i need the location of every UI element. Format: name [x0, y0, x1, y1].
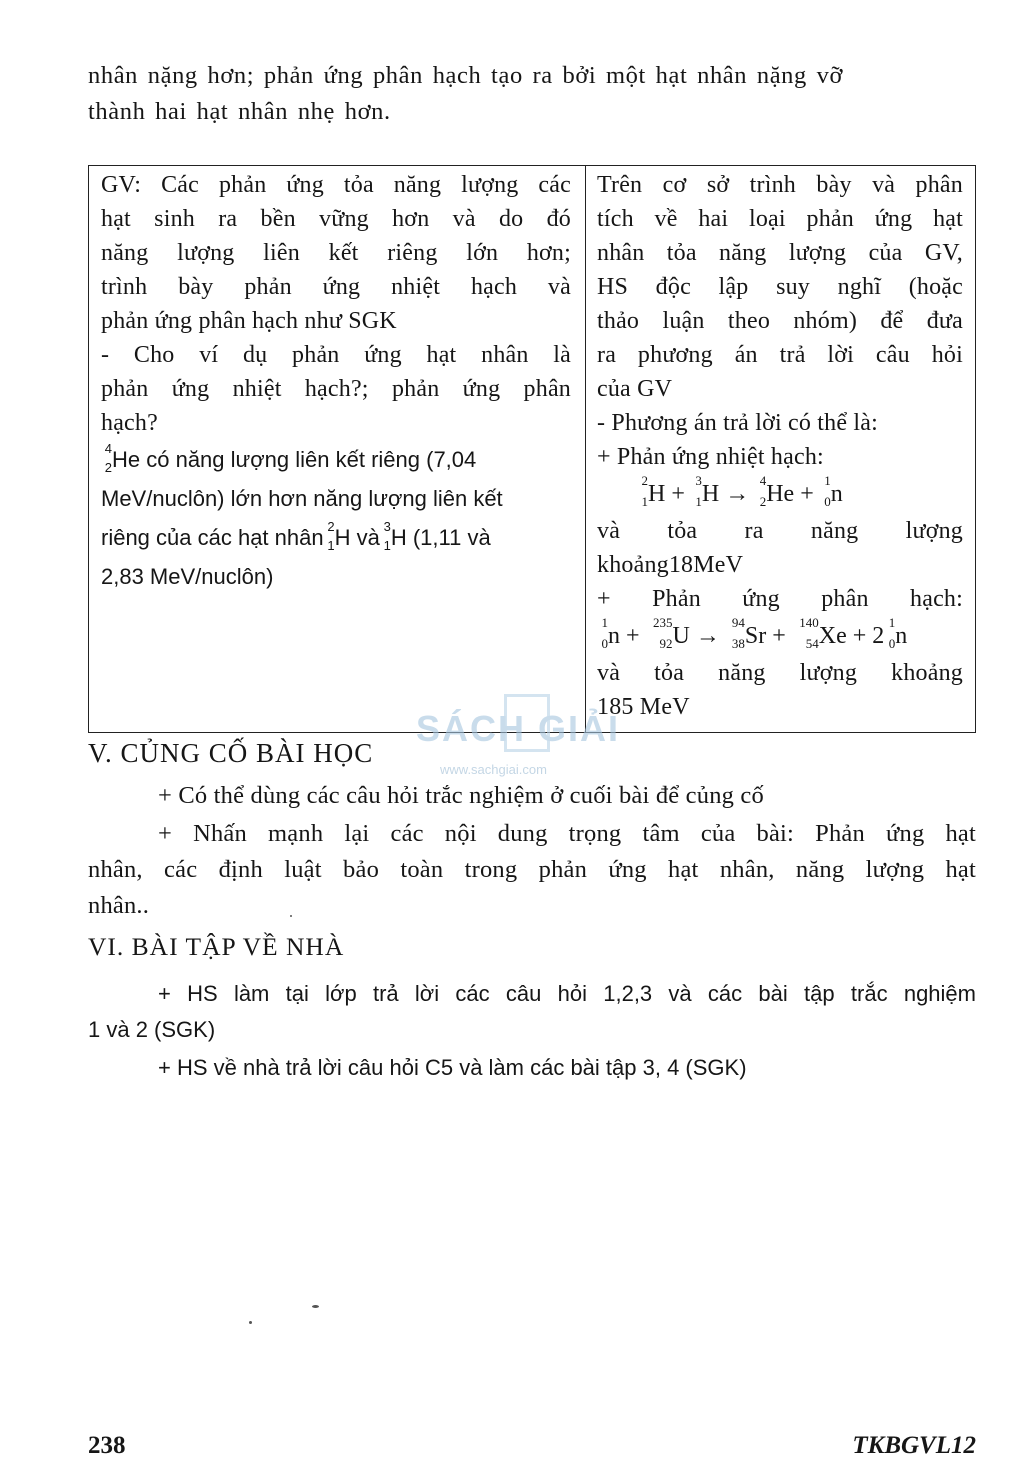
student-line: nhân tỏa năng lượng của GV,: [597, 240, 963, 266]
answer-intro: - Phương án trả lời có thể là:: [597, 410, 878, 436]
watermark-url: www.sachgiai.com: [440, 762, 547, 777]
fission-equation: 1 0 n + 235 92 U → 94 38 Sr + 140 54 Xe + 2 1 0 n: [597, 616, 963, 656]
section-6-item-1: [88, 976, 976, 1048]
helium-4-nuclide: 4 2: [759, 472, 767, 509]
fusion-energy-line: khoảng18MeV: [597, 552, 744, 578]
section-6-item-1-line: + HS làm tại lớp trả lời các câu hỏi 1,2,3 và các bài tập trắc nghiệm: [158, 981, 976, 1006]
scan-speck: [290, 915, 292, 917]
rieng-suffix: (1,11 và: [412, 525, 491, 550]
fission-energy-line: và tỏa năng lượng khoảng: [597, 660, 963, 686]
activity-table: [88, 165, 976, 733]
student-line: Trên cơ sở trình bày và phân: [597, 172, 963, 198]
teacher-line: trình bày phản ứng nhiệt hạch và: [101, 274, 571, 300]
helium-line-text: He có năng lượng liên kết riêng (7,04: [112, 447, 477, 472]
teacher-column: [101, 168, 571, 596]
helium-4-nuclide: 4 2: [104, 440, 112, 475]
table-column-divider: [585, 166, 586, 732]
student-line: HS độc lập suy nghĩ (hoặc: [597, 274, 963, 300]
section-6-item-2: [88, 1050, 976, 1086]
strontium-94-nuclide: 94 38: [731, 614, 745, 651]
intro-line: thành hai hạt nhân nhẹ hơn.: [88, 98, 391, 125]
section-6-item-2-text: + HS về nhà trả lời câu hỏi C5 và làm các bài tập 3, 4 (SGK): [158, 1055, 747, 1080]
fission-label: + Phản ứng phân hạch:: [597, 586, 963, 612]
student-line: tích về hai loại phản ứng hạt: [597, 206, 963, 232]
neutron-nuclide: 1 0: [824, 472, 831, 509]
section-5-item-2-line: nhân, các định luật bảo toàn trong phản ứng hạt nhân, năng lượng hạt: [88, 856, 976, 883]
uranium-235-nuclide: 235 92: [653, 614, 673, 651]
teacher-line: năng lượng liên kết riêng lớn hơn;: [101, 240, 571, 266]
deuterium-tritium-line: riêng của các hạt nhân 2 1 H và 3 1 H (1,11 và: [101, 518, 491, 553]
section-6-item-1-line: 1 và 2 (SGK): [88, 1017, 216, 1042]
va-text: và: [356, 525, 380, 550]
rieng-prefix: riêng của các hạt nhân: [101, 525, 324, 550]
intro-paragraph: [88, 58, 976, 130]
mev-line: MeV/nuclôn) lớn hơn năng lượng liên kết: [101, 486, 503, 511]
section-5-title: V. CỦNG CỐ BÀI HỌC: [88, 738, 374, 768]
neutron-nuclide: 1 0: [601, 614, 608, 651]
section-5-item-1: [88, 778, 976, 814]
book-code: TKBGVL12: [852, 1432, 976, 1459]
teacher-line: phản ứng nhiệt hạch?; phản ứng phân: [101, 376, 571, 402]
tritium-nuclide: 3 1: [695, 472, 702, 509]
teacher-line: hạch?: [101, 410, 158, 436]
page-number: 238: [88, 1432, 126, 1459]
deuterium-nuclide: 2 1: [641, 472, 648, 509]
section-5-item-2: [88, 816, 976, 924]
teacher-line: phản ứng phân hạch như SGK: [101, 308, 397, 334]
student-line: ra phương án trả lời câu hỏi: [597, 342, 963, 368]
fusion-label: + Phản ứng nhiệt hạch:: [597, 444, 824, 470]
teacher-line: GV: Các phản ứng tỏa năng lượng các: [101, 172, 571, 198]
teacher-line: hạt sinh ra bền vững hơn và do đó: [101, 206, 571, 232]
tritium-nuclide: 3 1: [383, 518, 391, 553]
section-6-title: VI. BÀI TẬP VỀ NHÀ: [88, 932, 345, 961]
teacher-last-line: 2,83 MeV/nuclôn): [101, 564, 274, 589]
fusion-energy-line: và tỏa ra năng lượng: [597, 518, 963, 544]
section-5-item-1-text: + Có thể dùng các câu hỏi trắc nghiệm ở cuối bài để củng cố: [158, 782, 764, 809]
xenon-140-nuclide: 140 54: [799, 614, 819, 651]
student-column: [597, 168, 963, 724]
teacher-line: - Cho ví dụ phản ứng hạt nhân là: [101, 342, 571, 368]
fusion-equation: 2 1 H + 3 1 H → 4 2 He + 1 0 n: [597, 474, 963, 514]
watermark-text: SÁCH GIẢI: [416, 708, 621, 749]
scan-speck: [312, 1305, 319, 1308]
section-5-item-2-line: nhân..: [88, 892, 150, 919]
neutron-nuclide: 1 0: [888, 614, 896, 651]
student-line: thảo luận theo nhóm) để đưa: [597, 308, 963, 334]
student-line: của GV: [597, 376, 673, 402]
section-5-item-2-line: + Nhấn mạnh lại các nội dung trọng tâm của bài: Phản ứng hạt: [158, 820, 976, 847]
scan-speck: [249, 1321, 252, 1324]
fission-energy-line: 185 MeV: [597, 694, 690, 720]
intro-line: nhân nặng hơn; phản ứng phân hạch tạo ra bởi một hạt nhân nặng vỡ: [88, 62, 844, 89]
helium-binding-energy-line: [101, 440, 571, 479]
sachgiai-watermark: [410, 690, 620, 790]
deuterium-nuclide: 2 1: [327, 518, 335, 553]
